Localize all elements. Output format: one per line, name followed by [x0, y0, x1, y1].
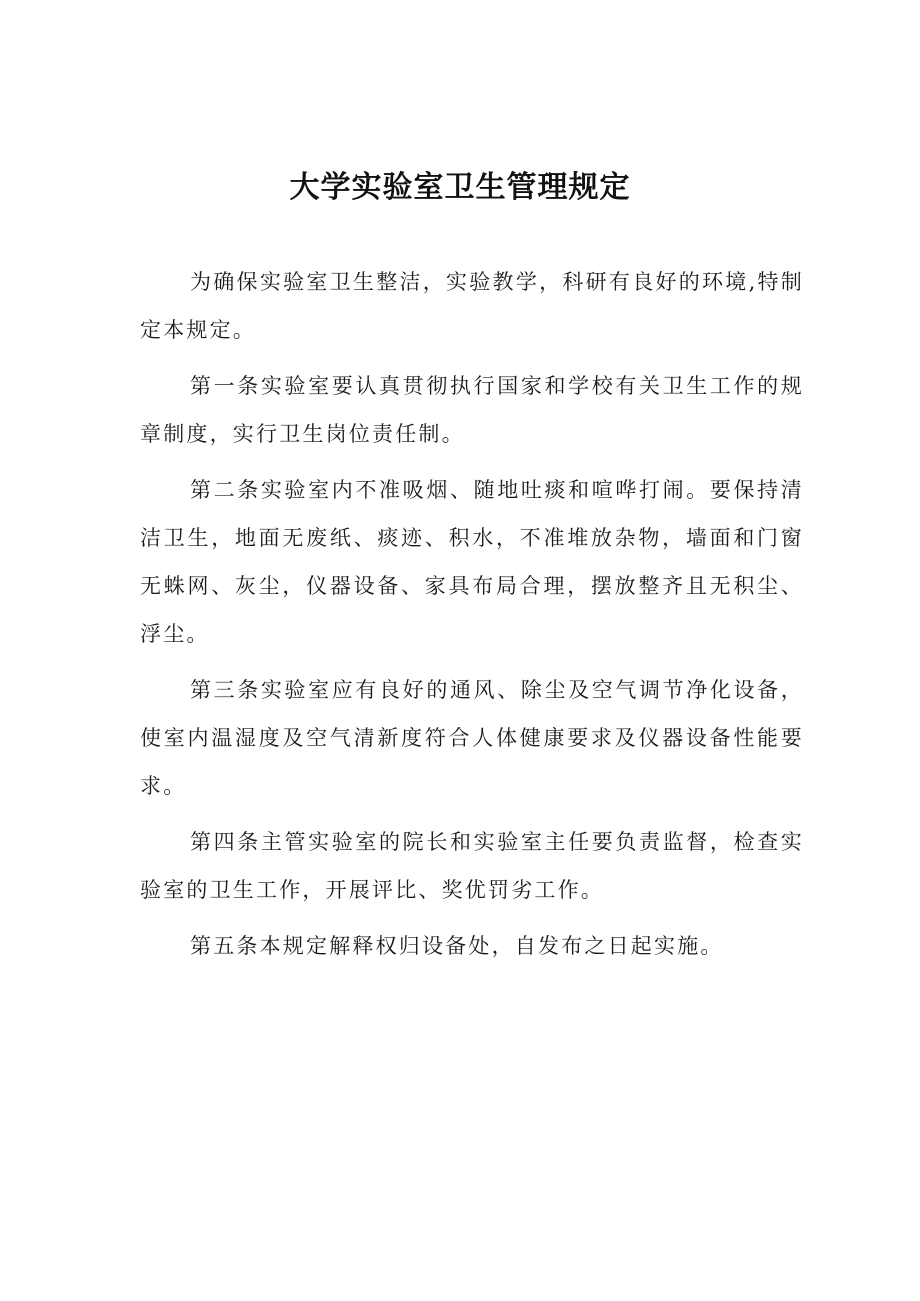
article-1-paragraph: 第一条实验室要认真贯彻执行国家和学校有关卫生工作的规章制度，实行卫生岗位责任制。: [140, 374, 804, 446]
document-title: 大学实验室卫生管理规定: [289, 170, 631, 205]
intro-paragraph: 为确保实验室卫生整洁，实验教学，科研有良好的环境,特制定本规定。: [140, 270, 804, 342]
article-5-paragraph: 第五条本规定解释权归设备处，自发布之日起实施。: [190, 934, 724, 958]
article-4-paragraph: 第四条主管实验室的院长和实验室主任要负责监督，检查实验室的卫生工作，开展评比、奖优罚劣工作。: [140, 830, 804, 902]
article-3-paragraph: 第三条实验室应有良好的通风、除尘及空气调节净化设备，使室内温湿度及空气清新度符合人体健康要求及仪器设备性能要求。: [140, 678, 804, 798]
document-body: [140, 258, 804, 970]
article-2-paragraph: 第二条实验室内不准吸烟、随地吐痰和喧哗打闹。要保持清洁卫生，地面无废纸、痰迹、积水，不准堆放杂物，墙面和门窗无蛛网、灰尘，仪器设备、家具布局合理，摆放整齐且无积尘、浮尘。: [140, 478, 804, 646]
